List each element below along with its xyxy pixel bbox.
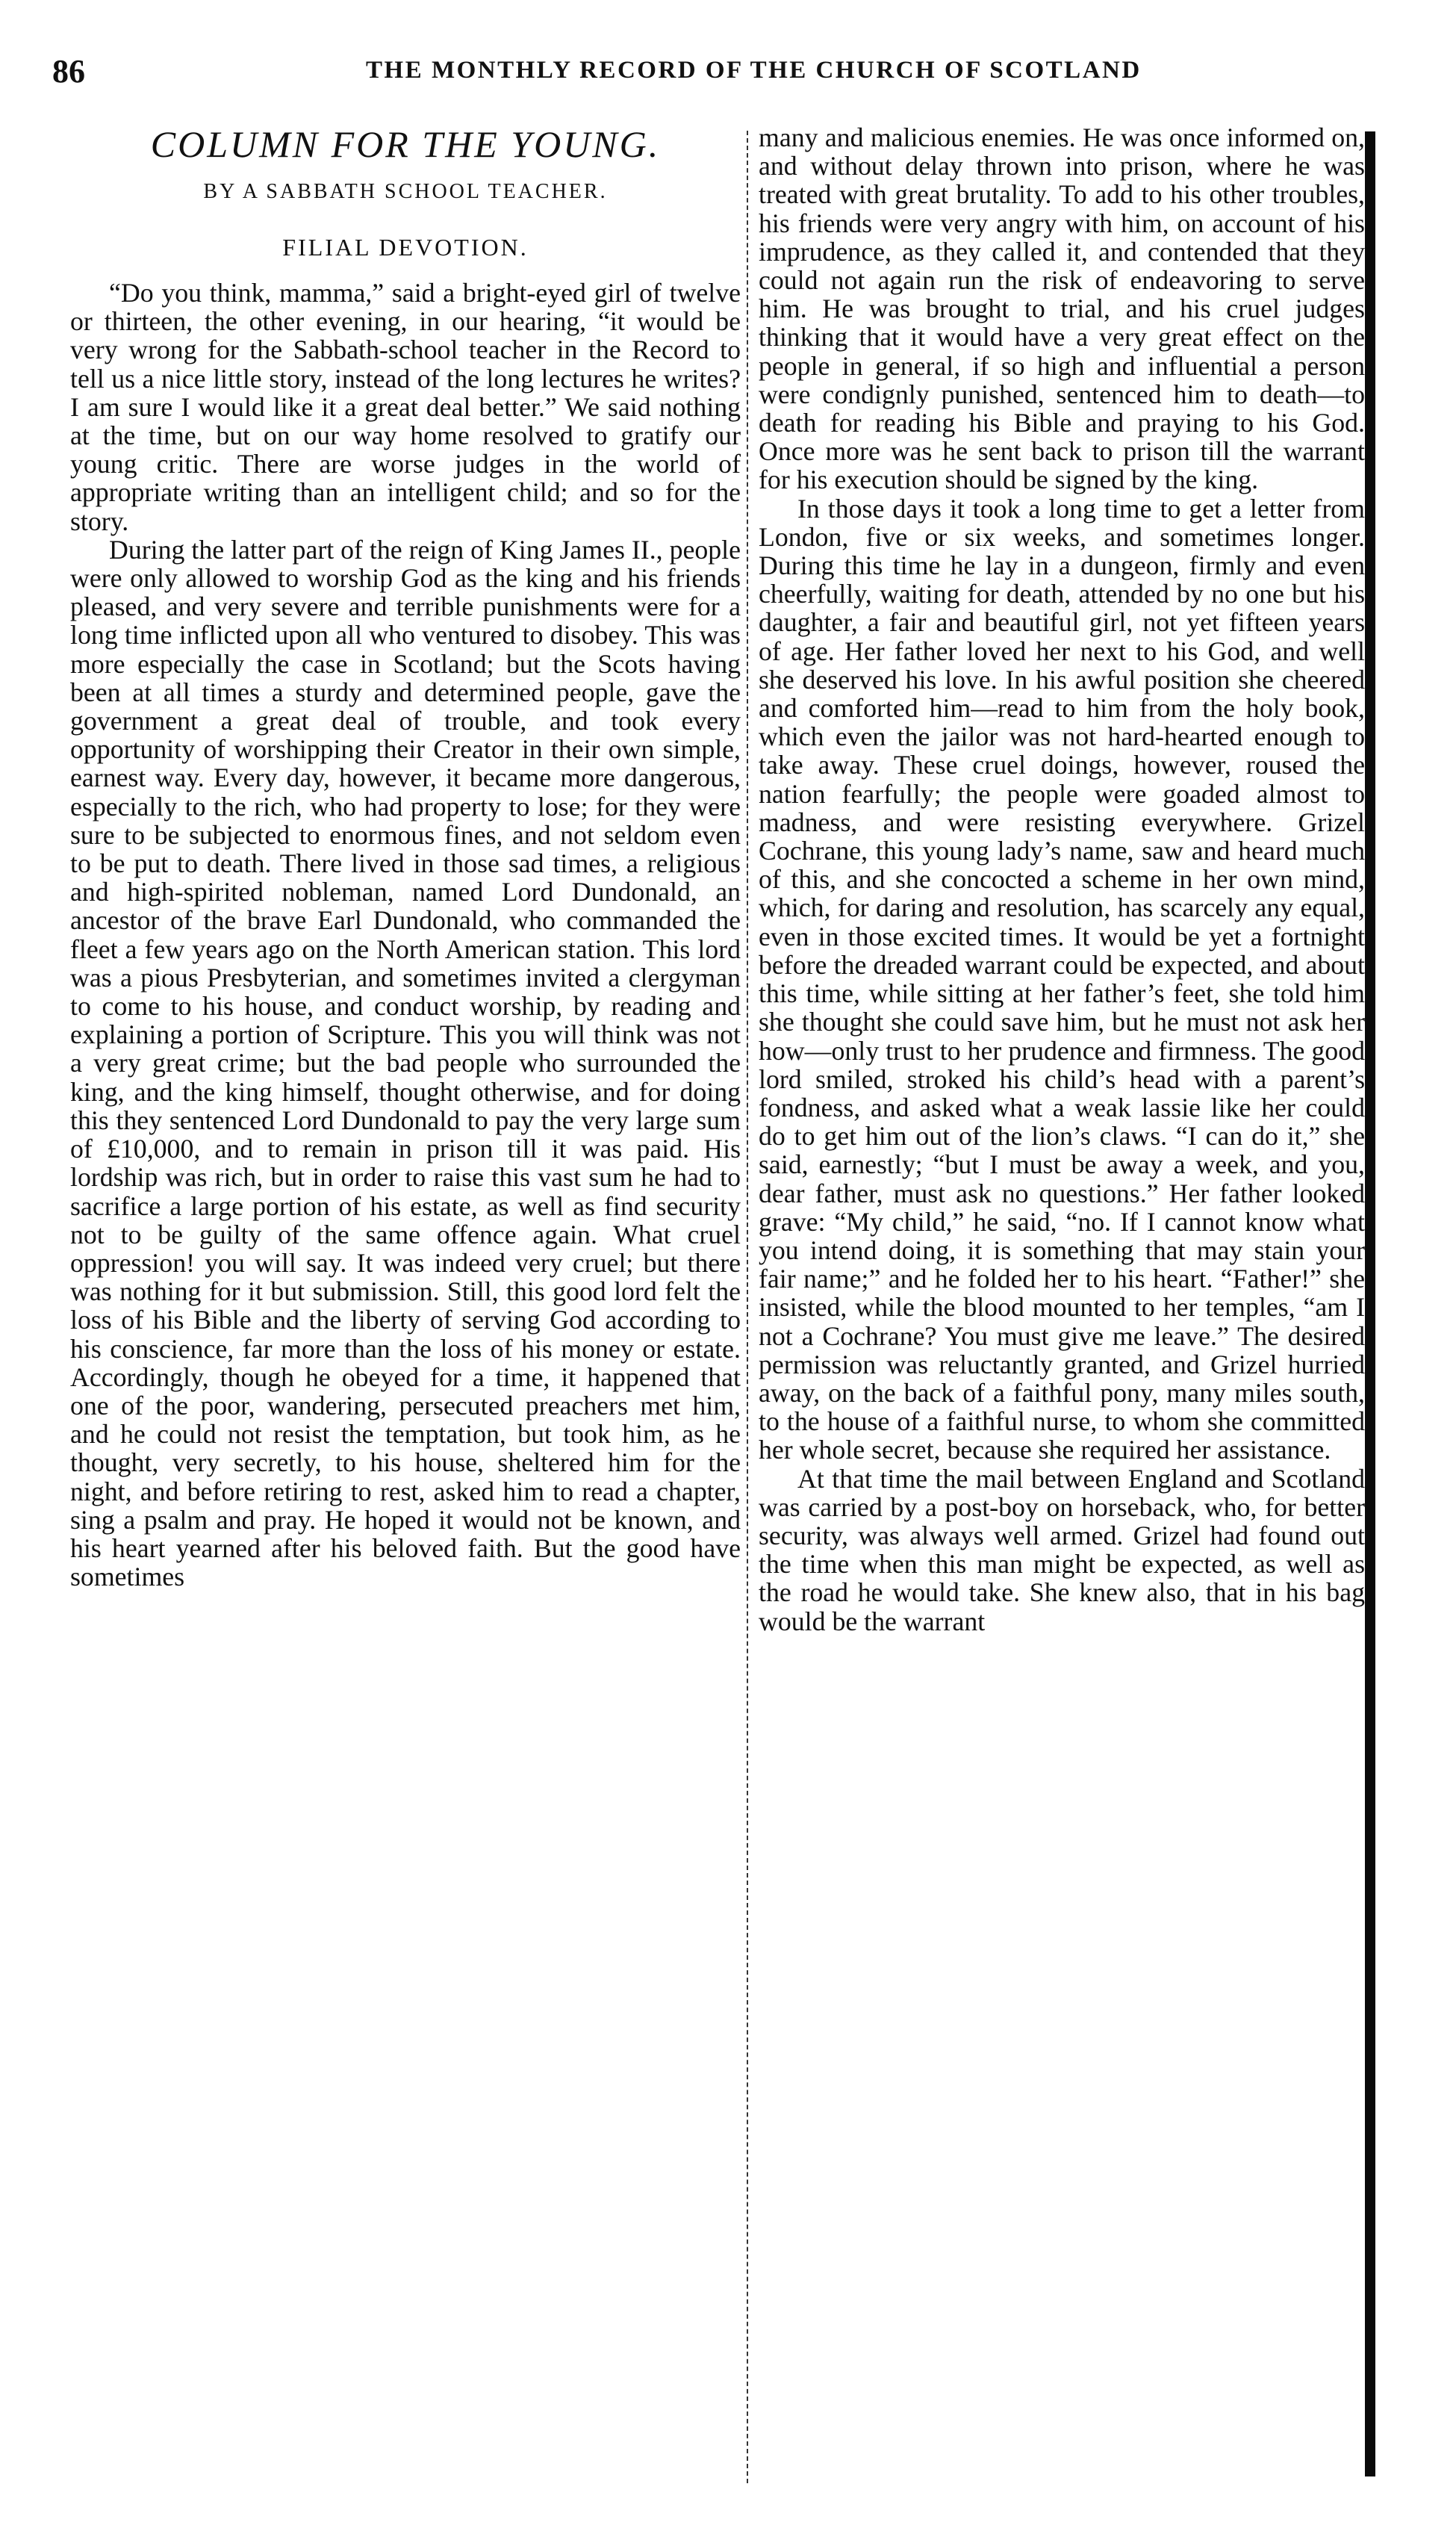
paragraph: many and malicious enemies. He was once informed on, and without delay thrown into prison, where he was treated with great brutality. To add to his other troubles, his friends were very angry with him, on account of his imprudence, as they called it, and contended that they could not again run the risk of endeavoring to serve him. He was brought to trial, and his cruel judges thinking that it would have a very great effect on the people in general, if so high and influential a person were condignly punished, sentenced him to death—to death for reading his Bible and praying to his God. Once more was he sent back to prison till the warrant for his execution should be signed by the king.: [759, 122, 1365, 495]
byline: BY A SABBATH SCHOOL TEACHER.: [203, 180, 608, 203]
paragraph: “Do you think, mamma,” said a bright-eyed girl of twelve or thirteen, the other evening, in our hearing, “it would be very wrong for the Sabbath-school teacher in the Record to tell us a nice little story, instead of the long lectures he writes? I am sure I would like it a great deal better.” We said nothing at the time, but on our way home resolved to gratify our young critic. There are worse judges in the world of appropriate writing than an intelligent child; and so for the story.: [70, 278, 741, 536]
running-head: [52, 52, 1366, 97]
left-column: [70, 123, 741, 1591]
journal-title: THE MONTHLY RECORD OF THE CHURCH OF SCOTLAND: [366, 57, 1142, 84]
paragraph: During the latter part of the reign of King James II., people were only allowed to worship God as the king and his friends pleased, and very severe and terrible punishments were for a long time inflicted upon all who ventured to disobey. This was more especially the case in Scotland; but the Scots having been at all times a sturdy and determined people, gave the government a great deal of trouble, and took every opportunity of worshipping their Creator in their own simple, earnest way. Every day, however, it became more dangerous, especially to the rich, who had property to lose; for they were sure to be subjected to enormous fines, and not seldom even to be put to death. There lived in those sad times, a religious and high-spirited nobleman, named Lord Dundonald, an ancestor of the brave Earl Dundonald, who commanded the fleet a few years ago on the North American station. This lord was a pious Presbyterian, and sometimes invited a clergyman to come to his house, and conduct worship, by reading and explaining a portion of Scripture. This you will think was not a very great crime; but the bad people who surrounded the king, and the king himself, thought otherwise, and for doing this they sentenced Lord Dundonald to pay the very large sum of £10,000, and to remain in prison till it was paid. His lordship was rich, but in order to raise this vast sum he had to sacrifice a large portion of his estate, as well as find security not to be guilty of the same offence again. What cruel oppression! you will say. It was indeed very cruel; but there was nothing for it but submission. Still, this good lord felt the loss of his Bible and the liberty of serving God according to his conscience, far more than the loss of his money or estate. Accordingly, though he obeyed for a time, it happened that one of the poor, wandering, persecuted preachers met him, and he could not resist the temptation, but took him, as he thought, very secretly, to his house, sheltered him for the night, and before retiring to rest, asked him to read a chapter, sing a psalm and pray. He hoped it would not be known, and his heart yearned after his beloved faith. But the good have sometimes: [70, 534, 741, 1592]
column-title: COLUMN FOR THE YOUNG.: [150, 123, 661, 165]
page-number: 86: [52, 53, 85, 90]
page-edge-shadow: [1365, 131, 1375, 2476]
paragraph: In those days it took a long time to get a letter from London, five or six weeks, and sometimes longer. During this time he lay in a dungeon, firmly and even cheerfully, waiting for death, attended by no one but his daughter, a fair and beautiful girl, not yet fifteen years of age. Her father loved her next to his God, and well she deserved his love. In his awful position she cheered and comforted him—read to him from the holy book, which even the jailor was not hard-hearted enough to take away. These cruel doings, however, roused the nation fearfully; the people were goaded almost to madness, and were resisting everywhere. Grizel Cochrane, this young lady’s name, saw and heard much of this, and she concocted a scheme in her own mind, which, for daring and resolution, has scarcely any equal, even in those excited times. It would be yet a fortnight before the dreaded warrant could be expected, and about this time, while sitting at her father’s feet, she told him she thought she could save him, but he must not ask her how—only trust to her prudence and firmness. The good lord smiled, stroked his child’s head with a parent’s fondness, and asked what a weak lassie like her could do to get him out of the lion’s claws. “I can do it,” she said, earnestly; “but I must be away a week, and you, dear father, must ask no questions.” Her father looked grave: “My child,” he said, “no. If I cannot know what you intend doing, it is something that may stain your fair name;” and he folded her to his heart. “Father!” she insisted, while the blood mounted to her temples, “am I not a Cochrane? You must give me leave.” The desired permission was reluctantly granted, and Grizel hurried away, on the back of a faithful pony, many miles south, to the house of a faithful nurse, to whom she committed her whole secret, because she required her assistance.: [759, 493, 1365, 1465]
right-column: [759, 123, 1365, 1636]
column-divider: [747, 131, 748, 2483]
paragraph: At that time the mail between England and Scotland was carried by a post-boy on horseback, who, for better security, was always well armed. Grizel had found out the time when this man might be expected, as well as the road he would take. She knew also, that in his bag would be the warrant: [759, 1463, 1365, 1636]
section-title: FILIAL DEVOTION.: [282, 234, 529, 261]
